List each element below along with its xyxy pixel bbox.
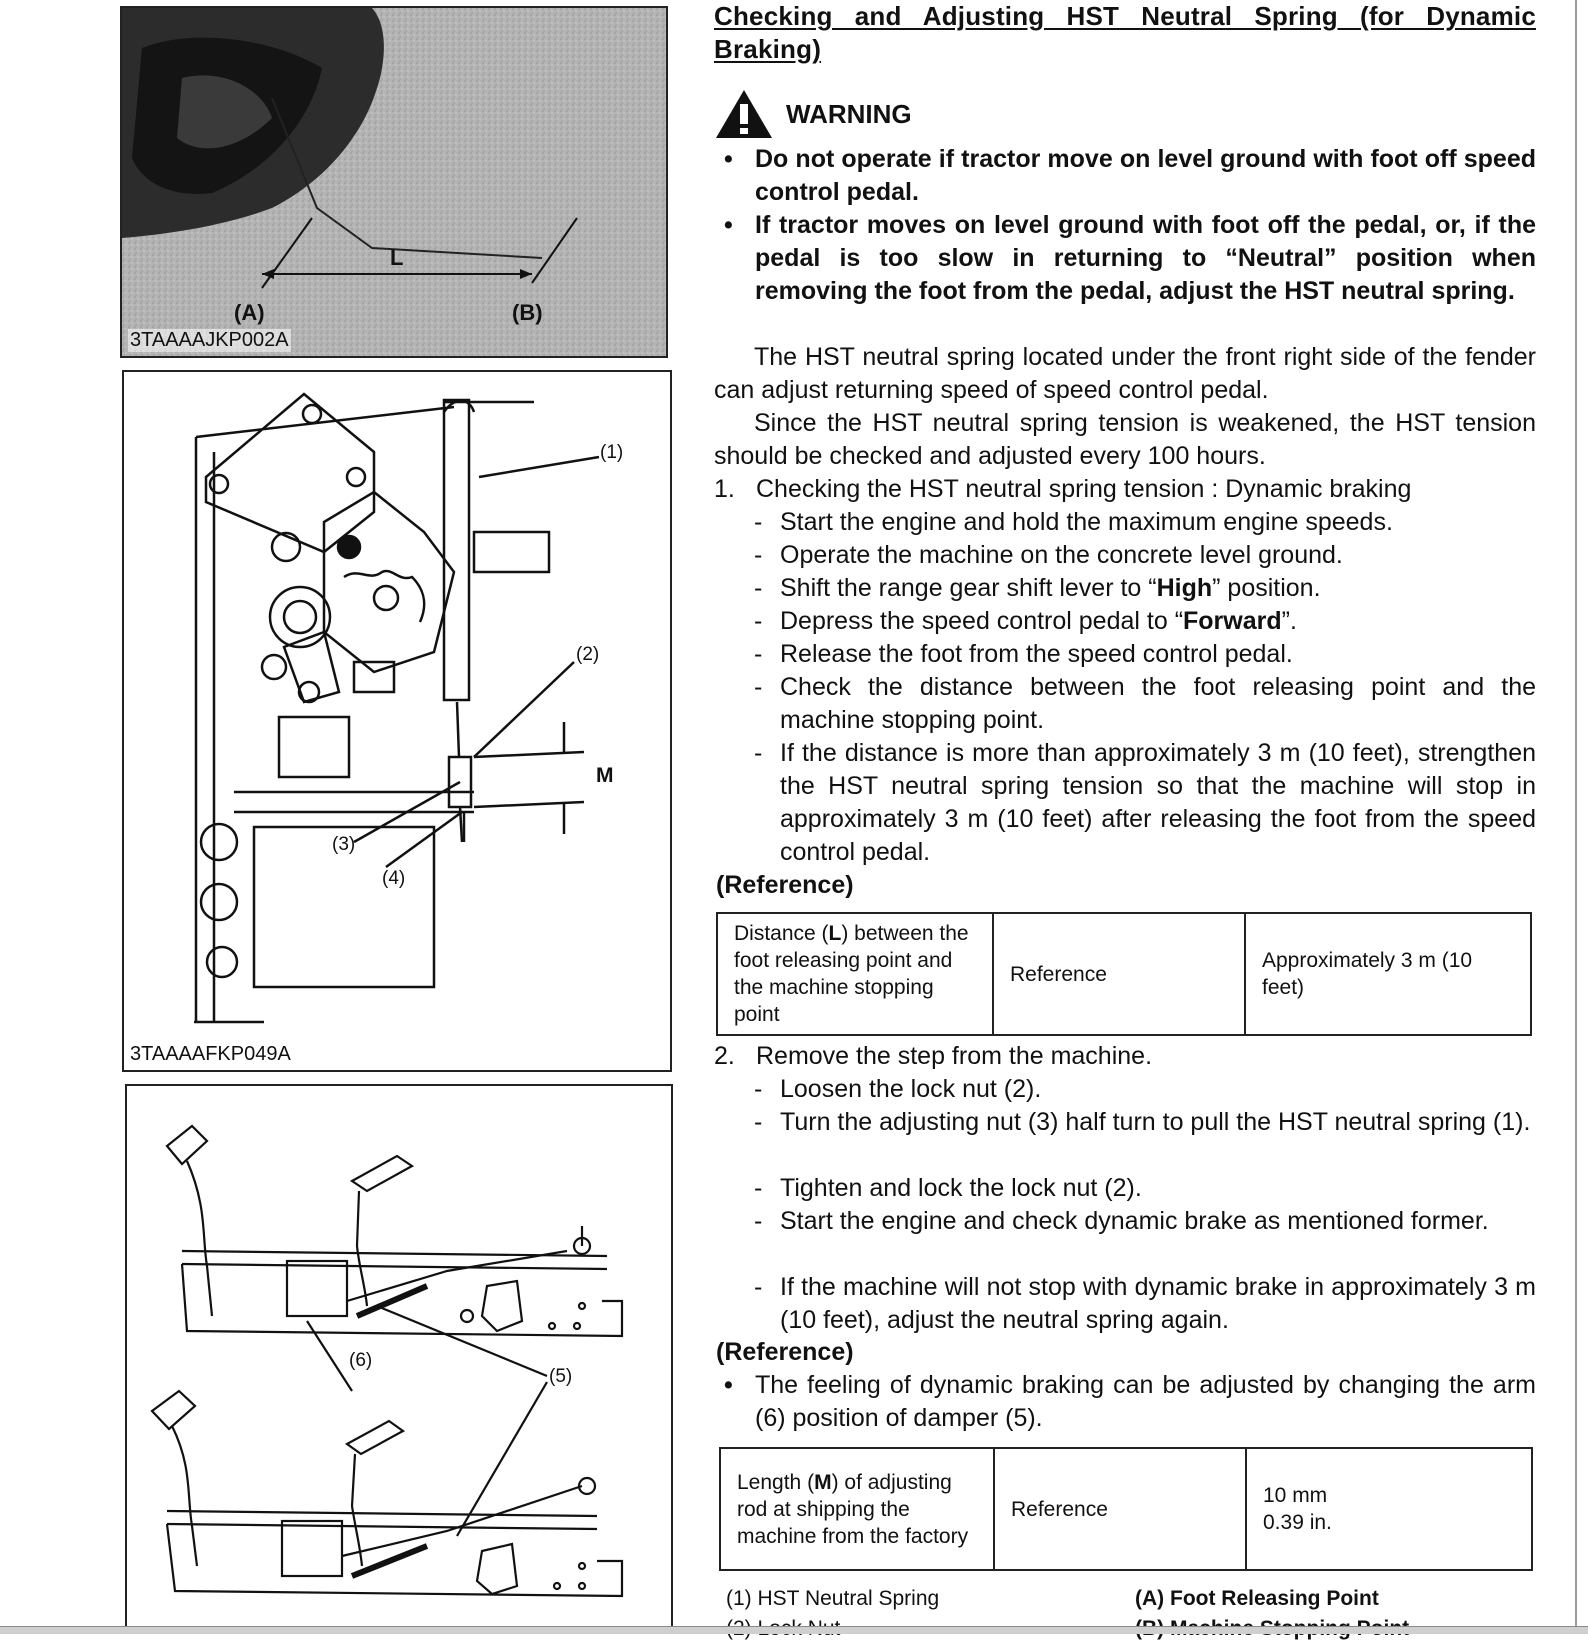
- reference-1-heading: (Reference): [716, 871, 854, 899]
- table-cell-value: Approximately 3 m (10 feet): [1245, 913, 1531, 1035]
- warning-heading: [714, 88, 912, 140]
- step-2-item-text: Start the engine and check dynamic brake as mentioned former.: [780, 1207, 1489, 1235]
- cell-value-line: 10 mm: [1263, 1484, 1328, 1507]
- table-cell-value: [1246, 1448, 1532, 1570]
- photo-figure-code: 3TAAAAJKP002A: [130, 329, 289, 351]
- warning-bullet: • If tractor moves on level ground with foot off the pedal, or, if the pedal is too slow in returning to “Neutral” position when removing the foot from the pedal, adjust the HST neutral spring.: [714, 209, 1536, 308]
- step-1-item-text: Depress the speed control pedal to “: [780, 607, 1184, 635]
- reference-2-table: [719, 1447, 1533, 1571]
- diagram-callout-1: (1): [600, 442, 624, 463]
- step-1-item-emphasis: High: [1156, 574, 1213, 602]
- warning-bullet-text: Do not operate if tractor move on level ground with foot off speed control pedal.: [755, 145, 1536, 206]
- step-1-item-text: Check the distance between the foot releasing point and the machine stopping point.: [780, 673, 1536, 734]
- step-1-item: - If the distance is more than approximately 3 m (10 feet), strengthen the HST neutral spring tension so that the machine will stop in approximately 3 m (10 feet) after releasing the foot from the speed control pedal.: [754, 737, 1536, 869]
- cell-text: ) of adjusting rod at shipping the machine from the factory: [737, 1470, 969, 1548]
- table-row: [720, 1448, 1532, 1570]
- step-1-item-text: Release the foot from the speed control pedal.: [780, 640, 1293, 668]
- step-1-item: - Operate the machine on the concrete level ground.: [754, 539, 1536, 572]
- reference-1-table: [716, 912, 1532, 1036]
- table-cell-type: Reference: [994, 1448, 1246, 1570]
- section-title: Checking and Adjusting HST Neutral Spring (for Dynamic Braking): [714, 1, 1536, 64]
- diagram-callout-4: (4): [382, 868, 406, 889]
- diagram-callout-2: (2): [576, 644, 600, 665]
- legend-left: [726, 1584, 939, 1644]
- step-1-item: - Shift the range gear shift lever to “High” position.: [754, 574, 1321, 602]
- diagram-label-m: M: [596, 764, 614, 787]
- intro-text-1: The HST neutral spring located under the front right side of the fender can adjust returning speed of speed control pedal.: [714, 343, 1536, 404]
- step-2-item: - Loosen the lock nut (2).: [754, 1073, 1536, 1106]
- warning-label: WARNING: [786, 98, 912, 129]
- warning-bullet-text: If tractor moves on level ground with foot off the pedal, or, if the pedal is too slow in returning to “Neutral” position when removing the foot from the pedal, adjust the HST neutral spring.: [755, 211, 1536, 305]
- table-cell-item: [717, 913, 993, 1035]
- step-1-item: - Start the engine and hold the maximum engine speeds.: [754, 506, 1536, 539]
- photo-figure: [120, 6, 668, 358]
- page-edge-right: [1575, 0, 1577, 1633]
- photo-illustration: [122, 8, 668, 358]
- table-cell-item: [720, 1448, 994, 1570]
- step-1-item-text: Start the engine and hold the maximum engine speeds.: [780, 508, 1393, 536]
- step-2-item-text: Loosen the lock nut (2).: [780, 1075, 1042, 1103]
- photo-label-l: L: [390, 245, 404, 270]
- intro-paragraph-1: [714, 341, 1536, 407]
- cell-text: Length (: [737, 1470, 815, 1494]
- diagram-callout-6: (6): [349, 1350, 373, 1371]
- cell-emphasis: M: [814, 1470, 832, 1494]
- step-1-item: - Check the distance between the foot releasing point and the machine stopping point.: [754, 671, 1536, 737]
- step-2-item-text: If the machine will not stop with dynamic brake in approximately 3 m (10 feet), adjust the neutral spring again.: [780, 1273, 1536, 1334]
- warning-triangle-icon: [714, 88, 774, 140]
- step-1-item-text: Shift the range gear shift lever to “: [780, 574, 1157, 602]
- step-2-title: Remove the step from the machine.: [756, 1042, 1153, 1070]
- cell-text: Distance (: [734, 922, 829, 945]
- step-1-item-text: ”.: [1281, 607, 1297, 635]
- diagram-callout-3: (3): [332, 834, 356, 855]
- step-2-heading: [714, 1040, 1536, 1073]
- photo-label-a: (A): [234, 300, 265, 325]
- step-1-item-emphasis: Forward: [1183, 607, 1282, 635]
- legend-right: [1135, 1584, 1409, 1644]
- diagram-figure-code: 3TAAAAFKP049A: [130, 1043, 291, 1065]
- reference-2-heading: (Reference): [716, 1338, 854, 1366]
- hst-spring-diagram: [122, 370, 672, 1072]
- table-row: [717, 913, 1531, 1035]
- diagram-callout-5: (5): [549, 1366, 573, 1387]
- step-1-item: - Release the foot from the speed control pedal.: [754, 638, 1536, 671]
- warning-bullet: • Do not operate if tractor move on level ground with foot off speed control pedal.: [714, 143, 1536, 209]
- step-2-item: - Turn the adjusting nut (3) half turn to pull the HST neutral spring (1).: [754, 1106, 1536, 1139]
- reference-bullet-text: The feeling of dynamic braking can be adjusted by changing the arm (6) position of damper (5).: [755, 1371, 1536, 1432]
- table-cell-type: Reference: [993, 913, 1245, 1035]
- reference-bullet: • The feeling of dynamic braking can be adjusted by changing the arm (6) position of damper (5).: [714, 1369, 1536, 1435]
- reference-2-bullets: [714, 1369, 1536, 1435]
- intro-paragraph-2: [714, 407, 1536, 473]
- step-1-item-text: If the distance is more than approximately 3 m (10 feet), strengthen the HST neutral spring tension so that the machine will stop in approximately 3 m (10 feet) after releasing the foot from the speed control pedal.: [780, 739, 1536, 866]
- hst-spring-drawing: [124, 372, 672, 1072]
- cell-value-line: 0.39 in.: [1263, 1511, 1332, 1534]
- photo-label-b: (B): [512, 300, 543, 325]
- step-1-heading: [714, 473, 1536, 506]
- legend-item: (1) HST Neutral Spring: [726, 1587, 940, 1610]
- step-1-item-text: ” position.: [1212, 574, 1321, 602]
- step-2-item: - Start the engine and check dynamic brake as mentioned former.: [754, 1205, 1536, 1238]
- step-1-number: 1.: [714, 475, 735, 503]
- legend-item: (A) Foot Releasing Point: [1135, 1587, 1379, 1610]
- step-1-item: - Depress the speed control pedal to “Forward”.: [754, 607, 1297, 635]
- cell-text: ) between the foot releasing point and the machine stopping point: [734, 922, 969, 1026]
- step-1-title: Checking the HST neutral spring tension : Dynamic braking: [756, 475, 1412, 503]
- cell-emphasis: L: [828, 922, 842, 945]
- intro-text-2: Since the HST neutral spring tension is weakened, the HST tension should be checked and adjusted every 100 hours.: [714, 409, 1536, 470]
- step-2-item-text: Tighten and lock the lock nut (2).: [780, 1174, 1142, 1202]
- step-2-item: - If the machine will not stop with dynamic brake in approximately 3 m (10 feet), adjust the neutral spring again.: [754, 1271, 1536, 1337]
- step-1-item-text: Operate the machine on the concrete level ground.: [780, 541, 1343, 569]
- pedal-damper-drawing: [127, 1086, 673, 1633]
- pedal-damper-diagram: [125, 1084, 673, 1633]
- step-2-number: 2.: [714, 1042, 735, 1070]
- warning-bullets: [714, 143, 1536, 308]
- step-2-item-text: Turn the adjusting nut (3) half turn to pull the HST neutral spring (1).: [780, 1108, 1531, 1136]
- step-2-item: - Tighten and lock the lock nut (2).: [754, 1172, 1536, 1205]
